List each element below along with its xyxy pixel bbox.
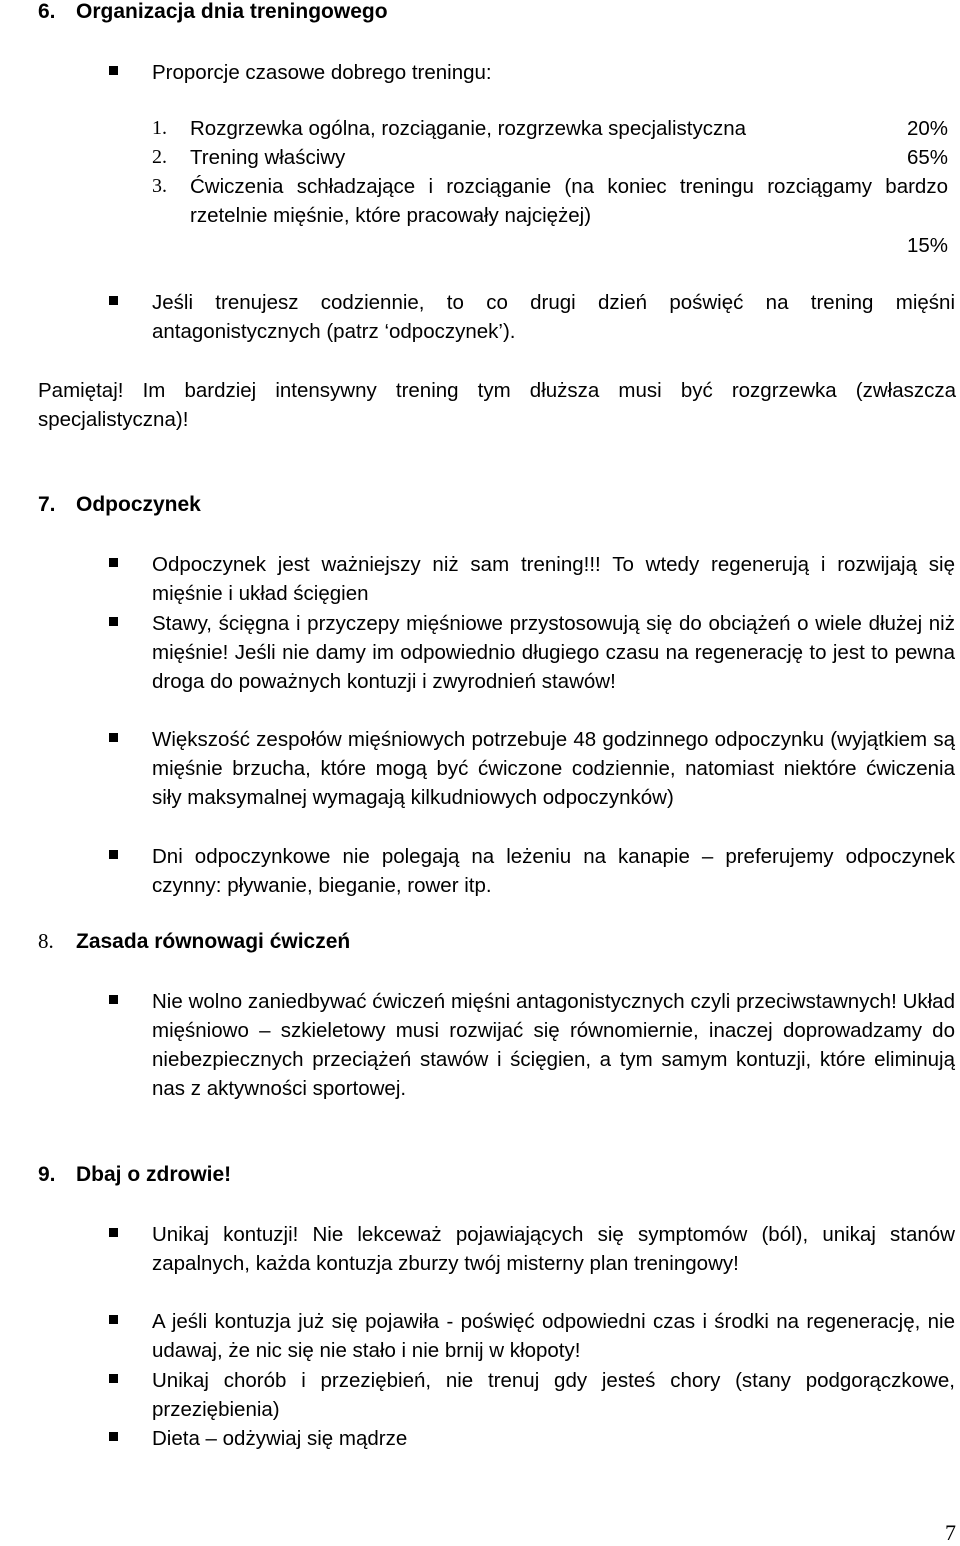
item-number: 1. [152,117,167,139]
bullet-text: Jeśli trenujesz codziennie, to co drugi dzień poświęć na trening mięśni antagonistycznych (patrz ‘odpoczynek’). [152,291,955,343]
item-number: 2. [152,146,167,168]
square-bullet-icon [109,850,118,859]
item-percent: 20% [906,117,948,140]
section-8-heading [38,929,350,954]
section-number: 8. [38,929,54,953]
section-title: Dbaj o zdrowie! [76,1163,232,1186]
square-bullet-icon [109,995,118,1004]
bullet-text: Proporcje czasowe dobrego treningu: [152,61,492,84]
bullet-text: Większość zespołów mięśniowych potrzebuje 48 godzinnego odpoczynku (wyjątkiem są mięśnie brzucha, które mogą być ćwiczone codziennie, natomiast niektóre ćwiczenia siły maksymalnej wymagają kilkudniowych odpoczynków) [152,728,955,809]
square-bullet-icon [109,1228,118,1237]
section-number: 7. [38,493,56,516]
square-bullet-icon [109,66,118,75]
item-text: Rozgrzewka ogólna, rozciąganie, rozgrzewka specjalistyczna [190,117,747,140]
bullet-text: Unikaj kontuzji! Nie lekceważ pojawiających się symptomów (ból), unikaj stanów zapalnych, każda kontuzja zburzy twój misterny plan treningowy! [152,1223,955,1275]
section-9-heading [38,1163,231,1187]
square-bullet-icon [109,617,118,626]
square-bullet-icon [109,558,118,567]
item-number: 3. [152,175,167,197]
section-title: Odpoczynek [76,493,201,516]
bullet-text: Nie wolno zaniedbywać ćwiczeń mięśni antagonistycznych czyli przeciwstawnych! Układ mięśniowo – szkieletowy musi rozwijać się równomiernie, inaczej doprowadzamy do niebezpiecznych przeciążeń stawów i ścięgien, a tym samym kontuzji, które eliminują nas z aktywności sportowej. [152,990,955,1100]
item-percent: 65% [906,146,948,169]
item-percent: 15% [906,234,948,257]
bullet-text: Dieta – odżywiaj się mądrze [152,1427,408,1450]
section-number: 6. [38,0,56,23]
bullet-text: Dni odpoczynkowe nie polegają na leżeniu na kanapie – preferujemy odpoczynek czynny: pływanie, bieganie, rower itp. [152,845,955,897]
square-bullet-icon [109,1432,118,1441]
square-bullet-icon [109,1374,118,1383]
item-text: Ćwiczenia schładzające i rozciąganie (na koniec treningu rozciągamy bardzo rzetelnie mięśnie, które pracowały najciężej) [190,175,948,227]
square-bullet-icon [109,296,118,305]
section-7-heading [38,493,201,517]
note-paragraph: Pamiętaj! Im bardziej intensywny trening tym dłuższa musi być rozgrzewka (zwłaszcza specjalistyczna)! [38,379,956,431]
bullet-text: Stawy, ścięgna i przyczepy mięśniowe przystosowują się do obciążeń o wiele dłużej niż mięśnie! Jeśli nie damy im odpowiednio długiego czasu na regenerację to jest to pewna droga do poważnych kontuzji i zwyrodnień stawów! [152,612,955,693]
section-title: Organizacja dnia treningowego [76,0,388,23]
bullet-text: Odpoczynek jest ważniejszy niż sam trening!!! To wtedy regenerują i rozwijają się mięśnie i układ ścięgien [152,553,955,605]
section-6-heading [38,0,388,24]
bullet-text: Unikaj chorób i przeziębień, nie trenuj gdy jesteś chory (stany podgorączkowe, przeziębienia) [152,1369,955,1421]
item-text: Trening właściwy [190,146,346,169]
bullet-text: A jeśli kontuzja już się pojawiła - poświęć odpowiedni czas i środki na regenerację, nie udawaj, że nic się nie stało i nie brnij w kłopoty! [152,1310,955,1362]
page-number: 7 [945,1520,956,1545]
square-bullet-icon [109,1315,118,1324]
section-number: 9. [38,1163,56,1186]
section-title: Zasada równowagi ćwiczeń [76,930,351,953]
square-bullet-icon [109,733,118,742]
